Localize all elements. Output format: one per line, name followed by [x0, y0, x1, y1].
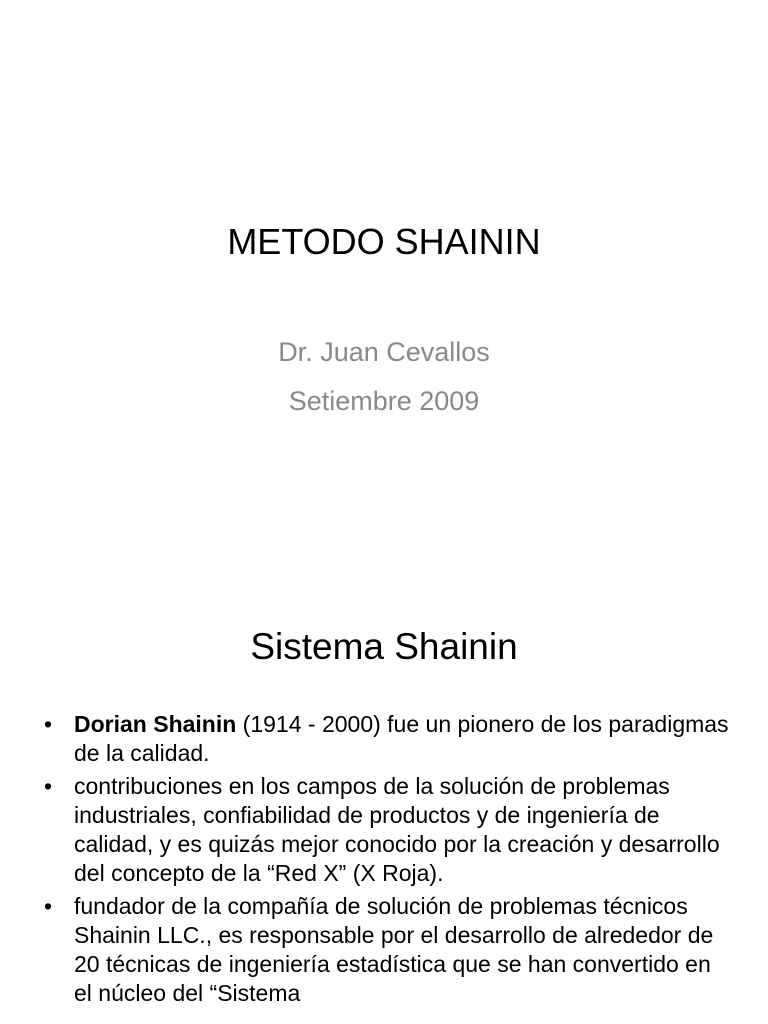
- bullet-list: [44, 710, 732, 1012]
- bullet-item: [44, 710, 732, 768]
- content-slide: [0, 576, 768, 1024]
- author-subtitle: Dr. Juan Cevallos: [278, 337, 490, 367]
- bullet-item: [44, 892, 732, 1008]
- slide-title: METODO SHAININ: [227, 221, 541, 262]
- slide-title: Sistema Shainin: [250, 626, 518, 667]
- bullet-icon: •: [44, 773, 53, 799]
- bullet-text: (1914 - 2000) fue un pionero de los paradigmas de la calidad.: [74, 711, 729, 766]
- bullet-text: fundador de la compañía de solución de problemas técnicos Shainin LLC., es responsable por el desarrollo de alrededor de 20 técnicas de ingeniería estadística que se han convertido en el núcleo del “Sistema: [74, 893, 714, 1006]
- bullet-icon: •: [44, 711, 53, 737]
- bullet-icon: •: [44, 893, 53, 919]
- bullet-item: [44, 772, 732, 888]
- bullet-text: contribuciones en los campos de la solución de problemas industriales, confiabilidad de productos y de ingeniería de calidad, y es quizás mejor conocido por la creación y desarrollo del concepto de la “Red X” (X Roja).: [74, 773, 720, 886]
- date-subtitle: Setiembre 2009: [288, 386, 480, 416]
- bullet-bold-text: Dorian Shainin: [74, 711, 237, 737]
